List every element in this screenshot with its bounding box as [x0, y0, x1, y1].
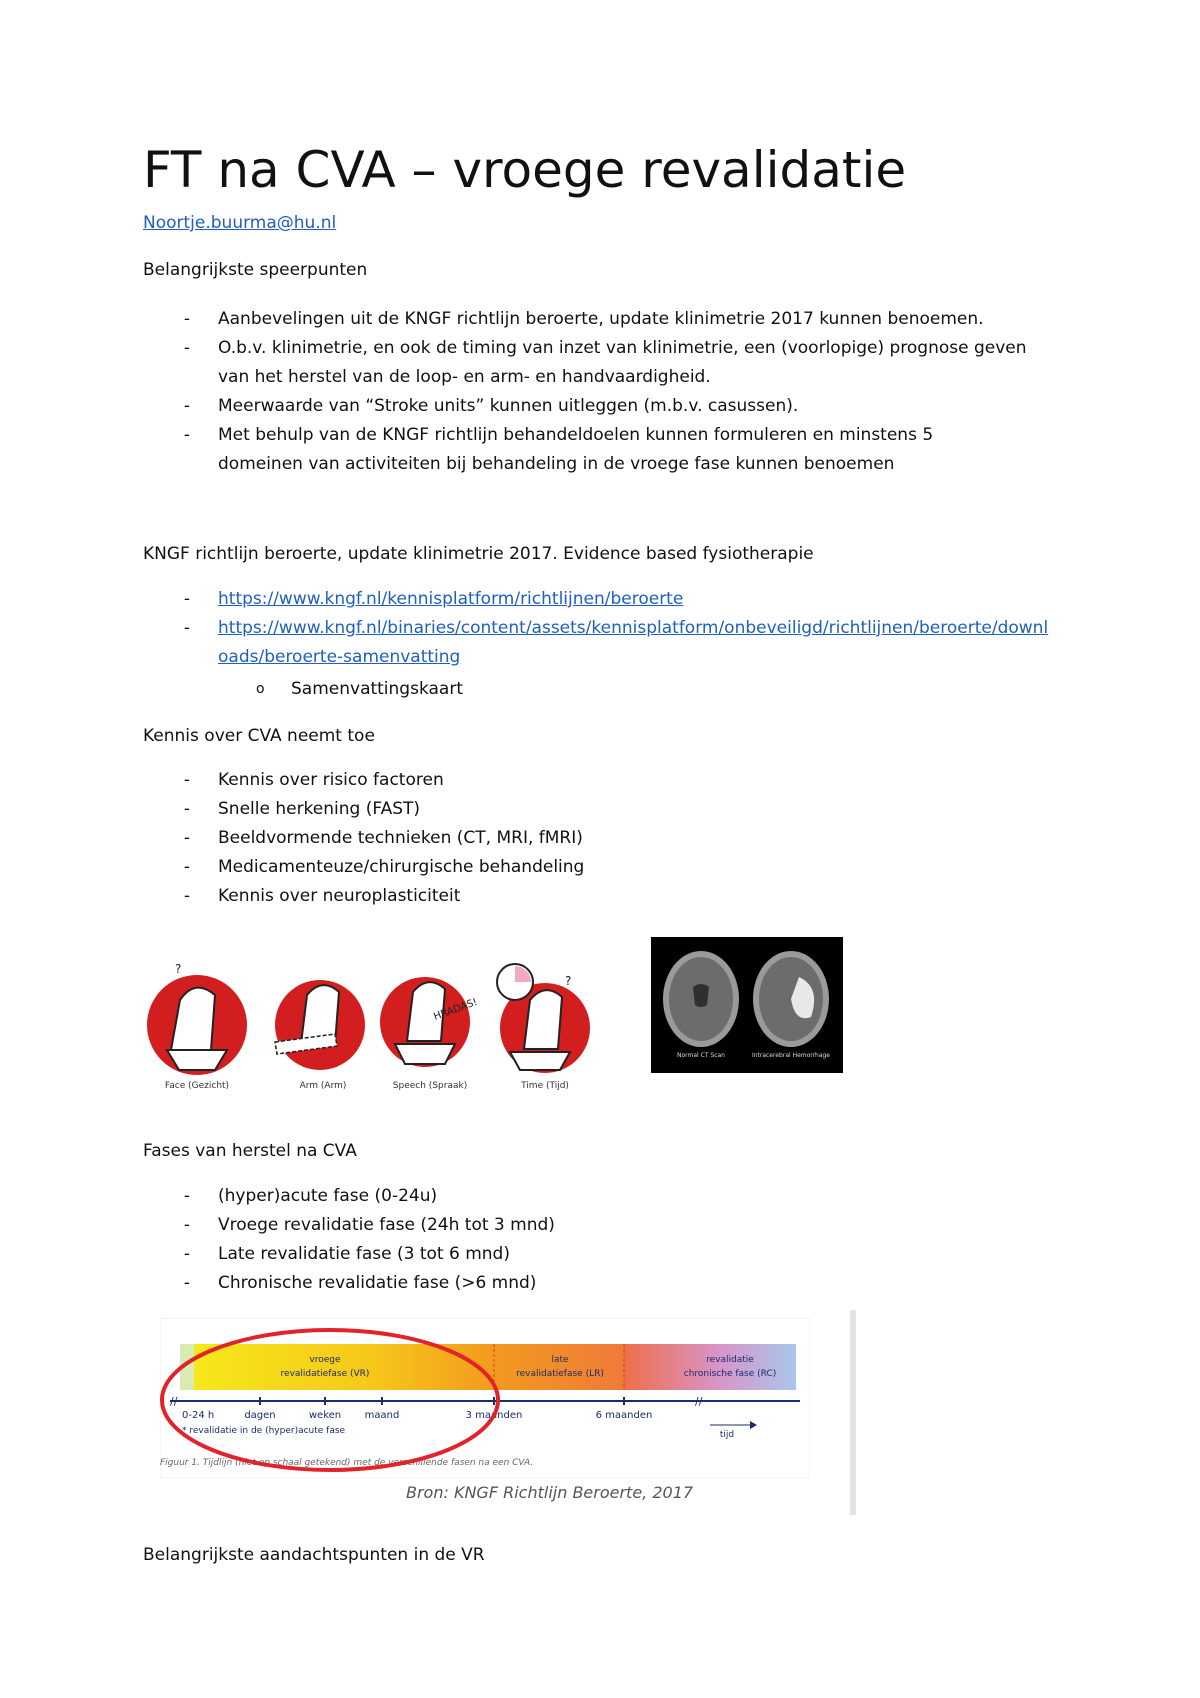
ct-label-normal: Normal CT Scan	[677, 1052, 725, 1059]
section-heading-kennis: Kennis over CVA neemt toe	[143, 726, 375, 746]
tick-label: 0-24 h	[182, 1410, 215, 1421]
fast-label-time: Time (Tijd)	[521, 1081, 569, 1090]
fast-label-face: Face (Gezicht)	[164, 1081, 230, 1090]
phase-vr-line2: revalidatiefase (VR)	[280, 1369, 370, 1379]
tick-label: weken	[308, 1410, 342, 1421]
phase-rc-line2: chronische fase (RC)	[683, 1369, 777, 1379]
figure-caption: Figuur 1. Tijdlijn (niet op schaal getekend) met de verschillende fasen na een CVA.	[160, 1458, 534, 1468]
section-heading-fases: Fases van herstel na CVA	[143, 1141, 357, 1161]
fast-label-speech: Speech (Spraak)	[392, 1081, 468, 1090]
ct-label-hemorrhage: Intracerebral Hemorrhage	[751, 1052, 831, 1059]
section-heading-kngf: KNGF richtlijn beroerte, update klinimetrie 2017. Evidence based fysiotherapie	[143, 544, 814, 564]
figure-edge	[850, 1310, 856, 1515]
tick-label: 3 maanden	[465, 1410, 523, 1421]
tick-label: dagen	[244, 1410, 276, 1421]
svg-text://: //	[695, 1395, 703, 1408]
svg-text://: //	[170, 1395, 178, 1408]
dash-bullet: -	[183, 309, 191, 329]
tick-label: 6 maanden	[595, 1410, 653, 1421]
phase-rc-bar	[624, 1344, 796, 1390]
kngf-link-samenvatting[interactable]: https://www.kngf.nl/binaries/content/assets/kennisplatform/onbeveiligd/richtlijnen/beroerte/downloads/beroerte-samenvatting	[218, 618, 1049, 667]
phase-vr-line1: vroege	[309, 1355, 341, 1365]
svg-text:?: ?	[565, 974, 572, 988]
circle-bullet: o	[256, 681, 265, 697]
dash-bullet: -	[183, 618, 191, 638]
figure-source: Bron: KNGF Richtlijn Beroerte, 2017	[406, 1483, 694, 1502]
arrow-label: tijd	[719, 1430, 735, 1440]
phase-lr-line1: late	[551, 1355, 569, 1365]
dash-bullet: -	[183, 589, 191, 609]
dash-bullet: -	[183, 396, 191, 416]
page-title: FT na CVA – vroege revalidatie	[143, 141, 907, 199]
phase-rc-line1: revalidatie	[706, 1355, 754, 1365]
section-heading-speerpunten: Belangrijkste speerpunten	[143, 260, 368, 280]
arm-figure	[275, 980, 365, 1090]
phase-lr-bar	[494, 1344, 624, 1390]
dash-bullet: -	[183, 338, 191, 358]
acute-footnote: * revalidatie in de (hyper)acute fase	[182, 1426, 346, 1436]
section-heading-aandachtspunten: Belangrijkste aandachtspunten in de VR	[143, 1545, 485, 1565]
time-figure	[497, 964, 590, 1090]
fast-label-arm: Arm (Arm)	[299, 1081, 347, 1090]
speech-bubble-text: HRADAS!	[432, 996, 479, 1023]
phases-timeline	[160, 1318, 810, 1478]
fast-illustration	[145, 960, 595, 1090]
phase-lr-line2: revalidatiefase (LR)	[516, 1369, 604, 1379]
email-link[interactable]: Noortje.buurma@hu.nl	[143, 213, 337, 233]
tick-label: maand	[364, 1410, 400, 1421]
speech-figure	[380, 977, 479, 1090]
face-figure	[147, 962, 247, 1090]
ct-scan-image	[651, 937, 843, 1073]
kngf-link-richtlijn[interactable]: https://www.kngf.nl/kennisplatform/richtlijnen/beroerte	[218, 589, 684, 609]
dash-bullet: -	[183, 425, 191, 445]
svg-text:?: ?	[175, 962, 182, 976]
